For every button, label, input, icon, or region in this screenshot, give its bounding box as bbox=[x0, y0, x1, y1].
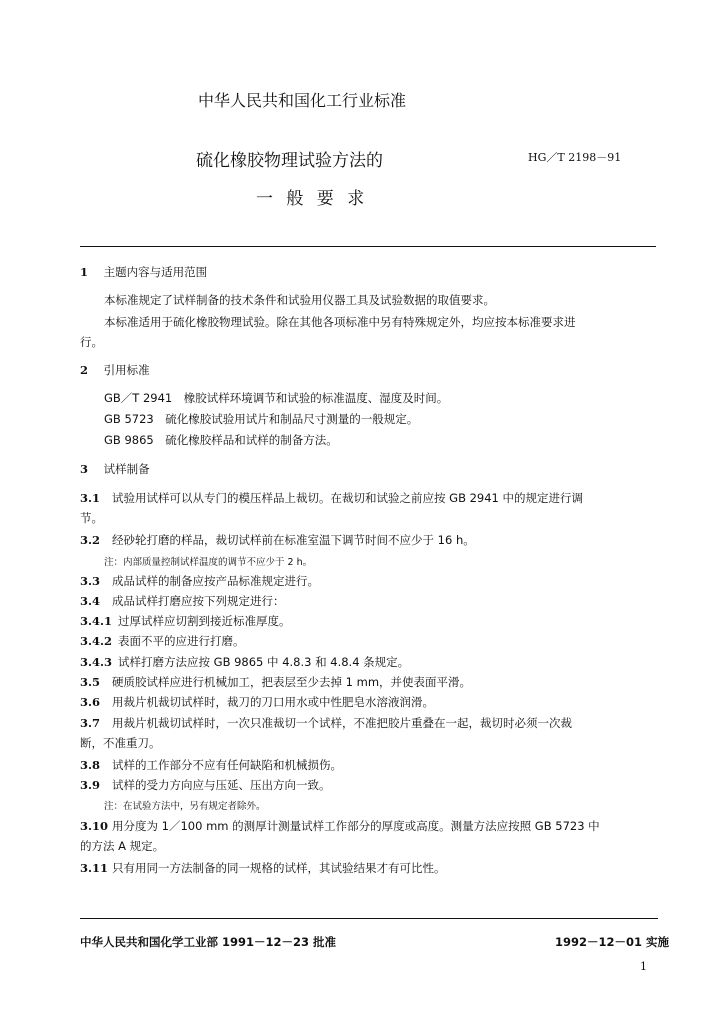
clause-number: 3.4.3 bbox=[80, 655, 113, 669]
clause-number: 3.6 bbox=[80, 695, 101, 709]
implementation-date: 1992－12－01 实施 bbox=[555, 935, 670, 949]
footer-divider bbox=[80, 918, 658, 919]
clause-text: 用裁片机裁切试样时，一次只准裁切一个试样，不准把胶片重叠在一起，裁切时必须一次裁 bbox=[112, 716, 572, 730]
clause-text: 试样打磨方法应按 GB 9865 中 4.8.3 和 4.8.4 条规定。 bbox=[118, 655, 410, 669]
clause-3-4-3 bbox=[80, 654, 409, 670]
clause-3-11 bbox=[80, 860, 446, 876]
clause-number: 3.4.2 bbox=[80, 634, 113, 648]
page-number: 1 bbox=[640, 960, 647, 973]
section-title: 引用标准 bbox=[103, 363, 150, 377]
clause-text: 用裁片机裁切试样时，裁刀的刀口用水或中性肥皂水溶液润滑。 bbox=[112, 695, 434, 709]
clause-text: 试验用试样可以从专门的模压样品上裁切。在裁切和试验之前应按 GB 2941 中的规定进行调 bbox=[112, 491, 584, 505]
clause-3-4 bbox=[80, 593, 285, 609]
document-title-line1: 硫化橡胶物理试验方法的 bbox=[196, 151, 383, 171]
clause-3-4-2 bbox=[80, 633, 245, 649]
clause-text: 过厚试样应切割到接近标准厚度。 bbox=[118, 614, 291, 628]
clause-number: 3.4.1 bbox=[80, 614, 113, 628]
paragraph-continuation: 行。 bbox=[80, 335, 103, 349]
paragraph: 本标准规定了试样制备的技术条件和试验用仪器工具及试验数据的取值要求。 bbox=[104, 293, 495, 307]
approval-line: 中华人民共和国化学工业部 1991－12－23 批准 bbox=[80, 935, 337, 949]
clause-text: 用分度为 1／100 mm 的测厚计测量试样工作部分的厚度或高度。测量方法应按照 GB 5723 中 bbox=[112, 819, 600, 833]
section-2-heading bbox=[80, 362, 150, 378]
header-divider bbox=[80, 246, 656, 247]
clause-3-5 bbox=[80, 674, 471, 690]
clause-3-8 bbox=[80, 757, 342, 773]
clause-3-10 bbox=[80, 818, 600, 834]
clause-number: 3.5 bbox=[80, 675, 101, 689]
note: 注：在试验方法中，另有规定者除外。 bbox=[104, 801, 266, 812]
clause-3-6 bbox=[80, 694, 434, 710]
section-3-heading bbox=[80, 461, 150, 477]
clause-text: 试样的工作部分不应有任何缺陷和机械损伤。 bbox=[112, 758, 342, 772]
clause-3-9 bbox=[80, 777, 331, 793]
clause-text: 经砂轮打磨的样品，裁切试样前在标准室温下调节时间不应少于 16 h。 bbox=[112, 533, 475, 547]
note: 注：内部质量控制试样温度的调节不应少于 2 h。 bbox=[104, 557, 313, 568]
clause-3-3 bbox=[80, 573, 319, 589]
clause-text: 成品试样打磨应按下列规定进行： bbox=[112, 594, 285, 608]
clause-text: 硬质胶试样应进行机械加工，把表层至少去掉 1 mm，并使表面平滑。 bbox=[112, 675, 472, 689]
clause-number: 3.2 bbox=[80, 533, 101, 547]
section-title: 主题内容与适用范围 bbox=[103, 265, 208, 279]
agency-title: 中华人民共和国化工行业标准 bbox=[198, 91, 407, 110]
clause-number: 3.11 bbox=[80, 861, 109, 875]
clause-3-2 bbox=[80, 532, 475, 548]
clause-text: 只有用同一方法制备的同一规格的试样，其试验结果才有可比性。 bbox=[112, 861, 446, 875]
clause-continuation: 的方法 A 规定。 bbox=[80, 839, 165, 853]
reference-item: GB 5723 硫化橡胶试验用试片和制品尺寸测量的一般规定。 bbox=[104, 412, 419, 426]
section-title: 试样制备 bbox=[103, 462, 150, 476]
reference-item: GB 9865 硫化橡胶样品和试样的制备方法。 bbox=[104, 433, 338, 447]
standard-code: HG／T 2198－91 bbox=[528, 151, 622, 164]
clause-number: 3.3 bbox=[80, 574, 101, 588]
clause-number: 3.7 bbox=[80, 716, 101, 730]
clause-number: 3.1 bbox=[80, 491, 101, 505]
section-number: 2 bbox=[80, 363, 89, 377]
section-1-heading bbox=[80, 264, 207, 280]
clause-number: 3.10 bbox=[80, 819, 109, 833]
clause-number: 3.9 bbox=[80, 778, 101, 792]
clause-3-4-1 bbox=[80, 613, 291, 629]
reference-item: GB／T 2941 橡胶试样环境调节和试验的标准温度、湿度及时间。 bbox=[104, 391, 449, 405]
clause-continuation: 断，不准重刀。 bbox=[80, 736, 161, 750]
paragraph: 本标准适用于硫化橡胶物理试验。除在其他各项标准中另有特殊规定外，均应按本标准要求进 bbox=[104, 315, 576, 329]
clause-number: 3.4 bbox=[80, 594, 101, 608]
section-number: 1 bbox=[80, 265, 89, 279]
clause-text: 试样的受力方向应与压延、压出方向一致。 bbox=[112, 778, 331, 792]
clause-number: 3.8 bbox=[80, 758, 101, 772]
clause-continuation: 节。 bbox=[80, 511, 103, 525]
clause-text: 表面不平的应进行打磨。 bbox=[118, 634, 245, 648]
clause-3-1 bbox=[80, 490, 583, 506]
section-number: 3 bbox=[80, 462, 89, 476]
clause-3-7 bbox=[80, 715, 572, 731]
clause-text: 成品试样的制备应按产品标准规定进行。 bbox=[112, 574, 319, 588]
document-title-line2: 一 般 要 求 bbox=[256, 189, 369, 209]
